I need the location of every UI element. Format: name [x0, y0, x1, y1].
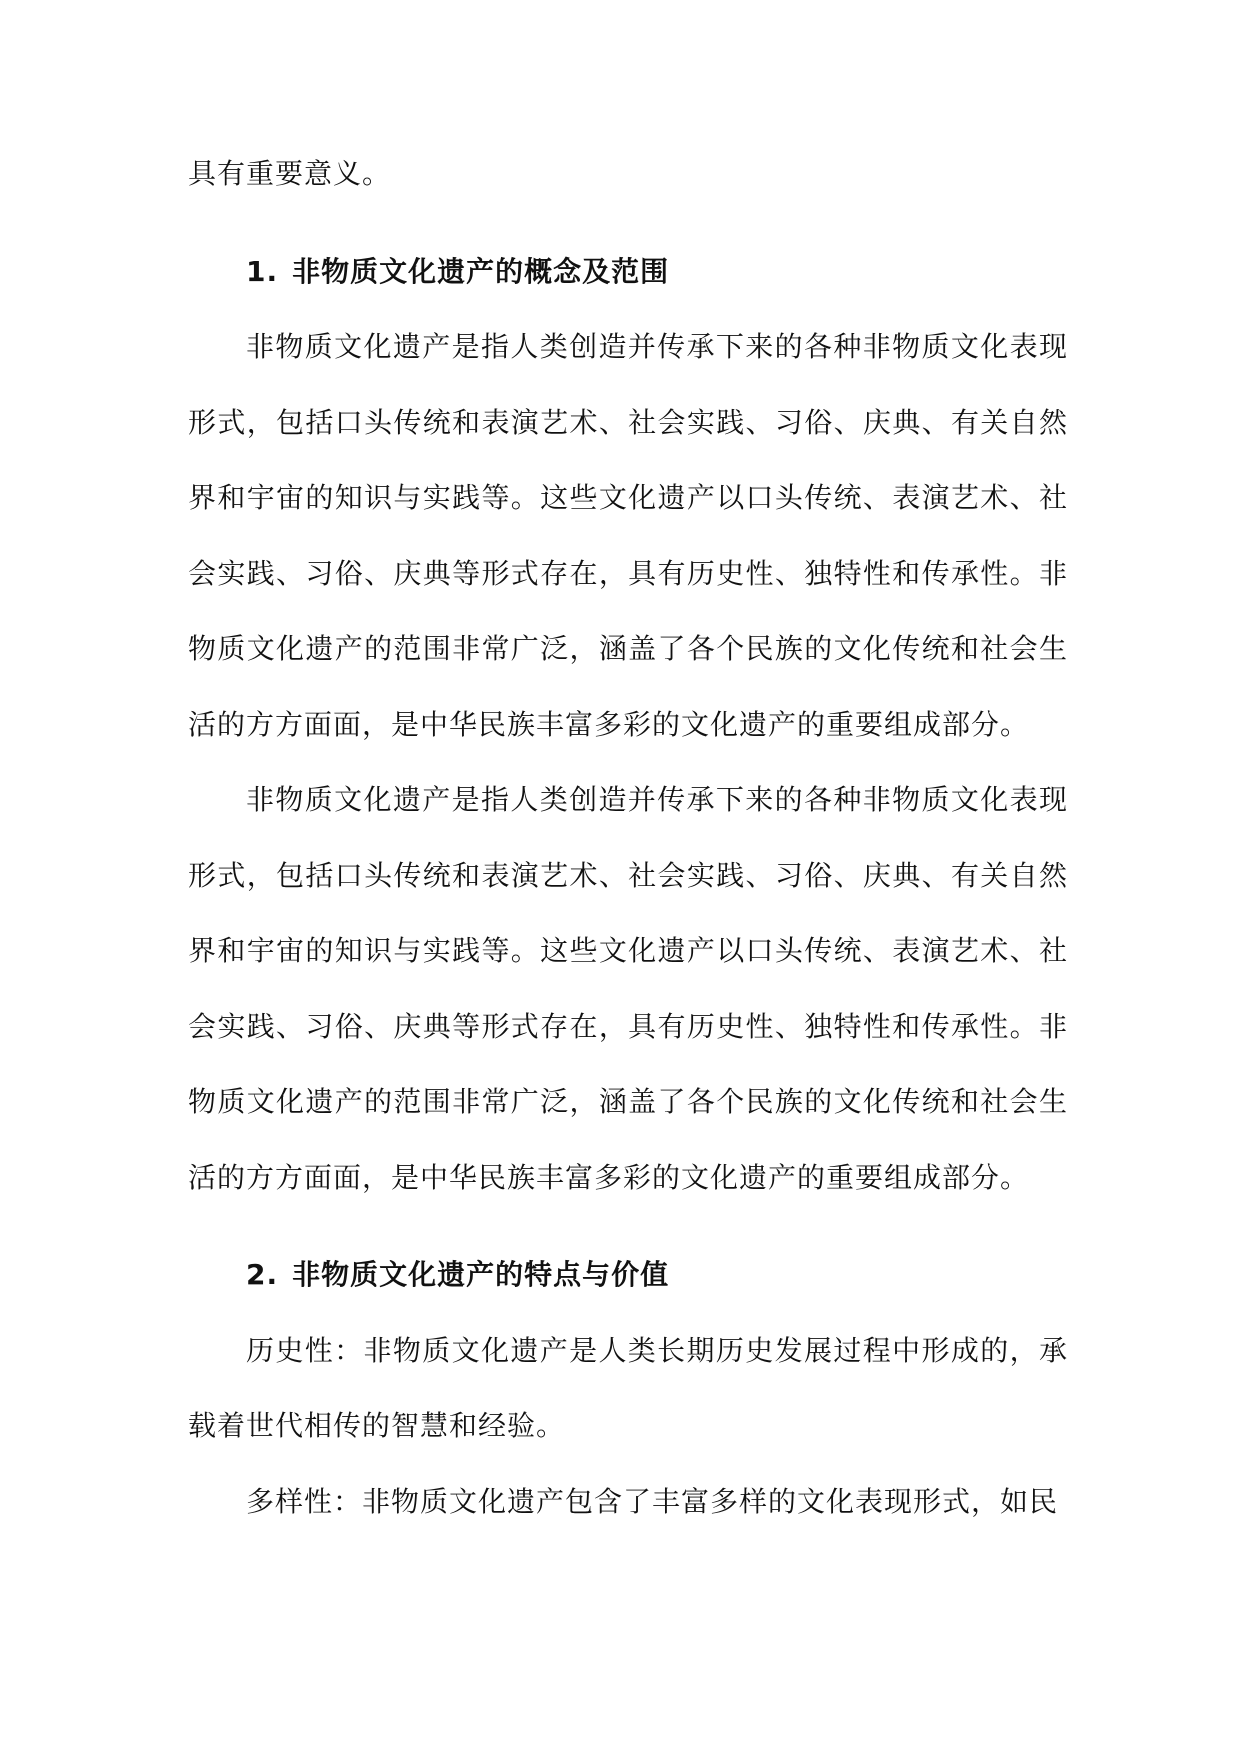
section-number: 2.	[246, 1258, 279, 1291]
section-title: 非物质文化遗产的概念及范围	[292, 254, 670, 288]
paragraph: 多样性：非物质文化遗产包含了丰富多样的文化表现形式，如民	[246, 1484, 1059, 1518]
section-heading-1	[188, 234, 1068, 310]
continuation-text: 具有重要意义。	[188, 157, 392, 190]
paragraph: 非物质文化遗产是指人类创造并传承下来的各种非物质文化表现形式，包括口头传统和表演艺术、社会实践、习俗、庆典、有关自然界和宇宙的知识与实践等。这些文化遗产以口头传统、表演艺术、社会实践、习俗、庆典等形式存在，具有历史性、独特性和传承性。非物质文化遗产的范围非常广泛，涵盖了各个民族的文化传统和社会生活的方方面面，是中华民族丰富多彩的文化遗产的重要组成部分。	[188, 330, 1068, 741]
paragraph: 非物质文化遗产是指人类创造并传承下来的各种非物质文化表现形式，包括口头传统和表演艺术、社会实践、习俗、庆典、有关自然界和宇宙的知识与实践等。这些文化遗产以口头传统、表演艺术、社会实践、习俗、庆典等形式存在，具有历史性、独特性和传承性。非物质文化遗产的范围非常广泛，涵盖了各个民族的文化传统和社会生活的方方面面，是中华民族丰富多彩的文化遗产的重要组成部分。	[188, 783, 1068, 1194]
paragraph: 历史性：非物质文化遗产是人类长期历史发展过程中形成的，承载着世代相传的智慧和经验。	[188, 1333, 1068, 1442]
section-title: 非物质文化遗产的特点与价值	[292, 1258, 670, 1291]
section-number: 1.	[246, 254, 279, 288]
document-body	[188, 136, 1068, 1539]
section-heading-2	[188, 1237, 1068, 1313]
